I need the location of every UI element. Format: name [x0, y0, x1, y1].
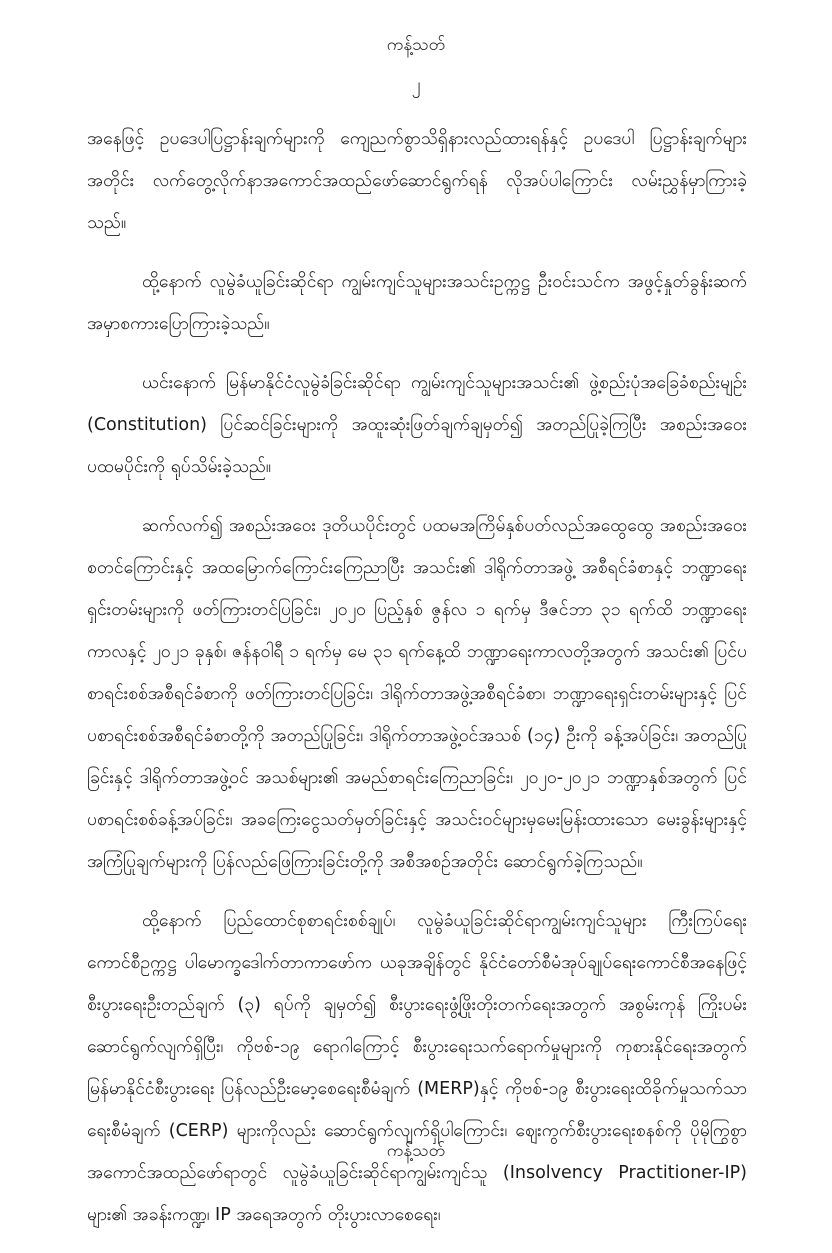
paragraph-5: ထို့နောက် ပြည်ထောင်စုစာရင်းစစ်ချုပ်၊ လူမွဲခံယူခြင်းဆိုင်ရာကျွမ်းကျင်သူများ ကြီးကြပ်ရေးကောင်စီဥက္ကဋ္ဌ ပါမောက္ခဒေါက်တာကာဖော်က ယခုအချိန်တွင် နိုင်ငံတော်စီမံအုပ်ချုပ်ရေးကောင်စီအနေဖြင့် စီးပွားရေးဦးတည်ချက် (၃) ရပ်ကို ချမှတ်၍ စီးပွားရေးဖွံ့ဖြိုးတိုးတက်ရေးအတွက် အစွမ်းကုန် ကြိုးပမ်းဆောင်ရွက်လျက်ရှိပြီး၊ ကိုဗစ်-၁၉ ရောဂါကြောင့် စီးပွားရေးသက်ရောက်မှုများကို ကုစားနိုင်ရေးအတွက် မြန်မာနိုင်ငံစီးပွားရေး ပြန်လည်ဦးမော့စေရေးစီမံချက် (MERP)နှင့် ကိုဗစ်-၁၉ စီးပွားရေးထိခိုက်မှုသက်သာရေးစီမံချက် (CERP) များကိုလည်း ဆောင်ရွက်လျက်ရှိပါကြောင်း၊ ဈေးကွက်စီးပွားရေးစနစ်ကို ပိုမိုကြွစွာအကောင်အထည်ဖော်ရာတွင် လူမွဲခံယူခြင်းဆိုင်ရာကျွမ်းကျင်သူ (Insolvency Practitioner-IP) များ၏ အခန်းကဏ္ဍ၊ IP အရေအတွက် တိုးပွားလာစေရေး၊ — [87, 911, 747, 1225]
paragraph-1: အနေဖြင့် ဥပဒေပါပြဋ္ဌာန်းချက်များကို ကျေညက်စွာသိရှိနားလည်ထားရန်နှင့် ဥပဒေပါ ပြဋ္ဌာန်းချက်များအတိုင်း လက်တွေ့လိုက်နာအကောင်အထည်ဖော်ဆောင်ရွက်ရန် လိုအပ်ပါကြောင်း လမ်းညွှန်မှာကြားခဲ့သည်။ — [87, 129, 747, 233]
document-body — [87, 118, 747, 1253]
paragraph-2: ထို့နောက် လူမွဲခံယူခြင်းဆိုင်ရာ ကျွမ်းကျင်သူများအသင်းဥက္ကဋ္ဌ ဦးဝင်းသင်က အဖွင့်နှုတ်ခွန်းဆက်အမှာစကားပြောကြားခဲ့သည်။ — [87, 272, 747, 334]
paragraph-4: ဆက်လက်၍ အစည်းအဝေး ဒုတိယပိုင်းတွင် ပထမအကြိမ်နှစ်ပတ်လည်အထွေထွေ အစည်းအဝေးစတင်ကြောင်းနှင့် အထမြောက်ကြောင်းကြေညာပြီး အသင်း၏ ဒါရိုက်တာအဖွဲ့ အစီရင်ခံစာနှင့် ဘဏ္ဍာရေးရှင်းတမ်းများကို ဖတ်ကြားတင်ပြခြင်း၊ ၂၀၂၀ ပြည့်နှစ် ဇွန်လ ၁ ရက်မှ ဒီဇင်ဘာ ၃၁ ရက်ထိ ဘဏ္ဍာရေးကာလနှင့် ၂၀၂၁ ခုနှစ်၊ ဇန်နဝါရီ ၁ ရက်မှ မေ ၃၁ ရက်နေ့ထိ ဘဏ္ဍာရေးကာလတို့အတွက် အသင်း၏ ပြင်ပစာရင်းစစ်အစီရင်ခံစာကို ဖတ်ကြားတင်ပြခြင်း၊ ဒါရိုက်တာအဖွဲ့အစီရင်ခံစာ၊ ဘဏ္ဍာရေးရှင်းတမ်းများနှင့် ပြင်ပစာရင်းစစ်အစီရင်ခံစာတို့ကို အတည်ပြုခြင်း၊ ဒါရိုက်တာအဖွဲ့ဝင်အသစ် (၁၄) ဦးကို ခန့်အပ်ခြင်း၊ အတည်ပြုခြင်းနှင့် ဒါရိုက်တာအဖွဲ့ဝင် အသစ်များ၏ အမည်စာရင်းကြေညာခြင်း၊ ၂၀၂၀-၂၀၂၁ ဘဏ္ဍာနှစ်အတွက် ပြင်ပစာရင်းစစ်ခန့်အပ်ခြင်း၊ အခကြေးငွေသတ်မှတ်ခြင်းနှင့် အသင်းဝင်များမှမေးမြန်းထားသော မေးခွန်းများနှင့် အကြံပြုချက်များကို ပြန်လည်ဖြေကြားခြင်းတို့ကို အစီအစဉ်အတိုင်း ဆောင်ရွက်ခဲ့ကြသည်။ — [87, 516, 747, 872]
paragraph-3: ယင်းနောက် မြန်မာနိုင်ငံလူမွဲခံခြင်းဆိုင်ရာ ကျွမ်းကျင်သူများအသင်း၏ ဖွဲ့စည်းပုံအခြေခံစည်းမျဉ်း (Constitution) ပြင်ဆင်ခြင်းများကို အထူးဆုံးဖြတ်ချက်ချမှတ်၍ အတည်ပြုခဲ့ကြပြီး အစည်းအဝေးပထမပိုင်းကို ရုပ်သိမ်းခဲ့သည်။ — [87, 373, 747, 477]
footer-classification: ကန့်သတ် — [386, 1141, 446, 1161]
header-classification: ကန့်သတ် — [386, 35, 446, 55]
page-number: ၂ — [411, 74, 421, 95]
